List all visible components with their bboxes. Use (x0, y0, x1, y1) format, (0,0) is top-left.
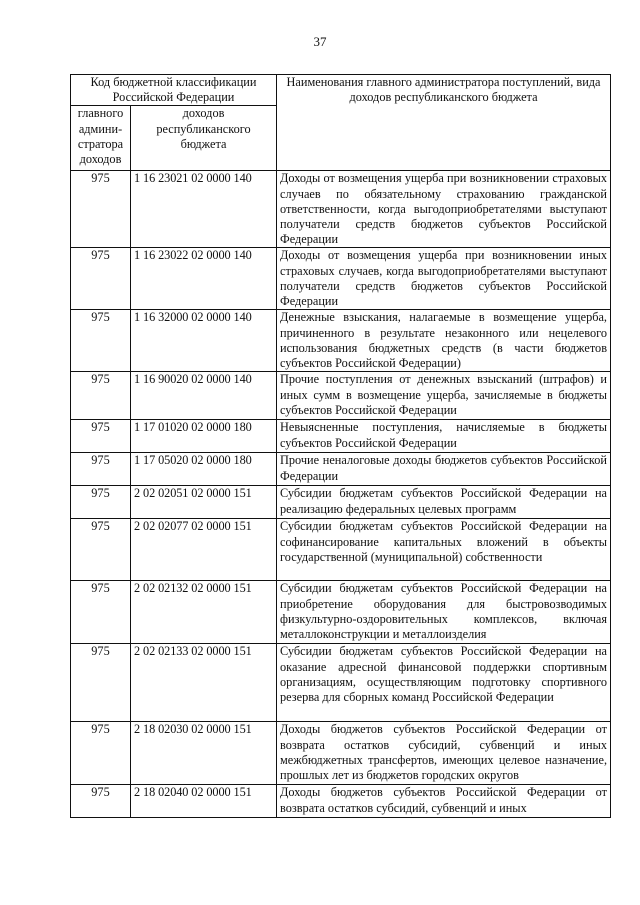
description-cell: Доходы от возмещения ущерба при возникновении иных страховых случаев, когда выгодоприобретателями выступают получатели средств бюджетов субъектов Российской Федерации (277, 248, 611, 310)
table-row (71, 486, 611, 519)
admin-code-cell: 975 (71, 581, 131, 644)
description-cell: Доходы бюджетов субъектов Российской Федерации от возврата остатков субсидий, субвенций и иных (277, 785, 611, 818)
table-row (71, 519, 611, 581)
description-cell: Субсидии бюджетам субъектов Российской Федерации на софинансирование капитальных вложений в объекты государственной (муниципальной) собственности (277, 519, 611, 581)
table-row (71, 644, 611, 722)
income-code-cell: 1 16 23022 02 0000 140 (131, 248, 277, 310)
table-row (71, 420, 611, 453)
admin-code-cell: 975 (71, 372, 131, 420)
admin-code-cell: 975 (71, 644, 131, 722)
page-number: 37 (313, 34, 327, 49)
income-code-cell: 2 02 02077 02 0000 151 (131, 519, 277, 581)
income-code-cell: 1 16 90020 02 0000 140 (131, 372, 277, 420)
income-code-cell: 2 02 02051 02 0000 151 (131, 486, 277, 519)
header-admin-column: главного админи-стратора доходов (71, 106, 131, 171)
description-cell: Субсидии бюджетам субъектов Российской Федерации на приобретение оборудования для быстровозводимых физкультурно-оздоровительных комплексов, включая металлоконструкции и металлоизделия (277, 581, 611, 644)
table-row (71, 785, 611, 818)
table-row (71, 722, 611, 785)
description-cell: Прочие неналоговые доходы бюджетов субъектов Российской Федерации (277, 453, 611, 486)
income-code-cell: 2 18 02040 02 0000 151 (131, 785, 277, 818)
table-row (71, 581, 611, 644)
table-row (71, 310, 611, 372)
table-row (71, 453, 611, 486)
admin-code-cell: 975 (71, 171, 131, 248)
admin-code-cell: 975 (71, 519, 131, 581)
header-income-code-column: доходов республиканского бюджета (131, 106, 277, 171)
description-cell: Невыясненные поступления, начисляемые в бюджеты субъектов Российской Федерации (277, 420, 611, 453)
admin-code-cell: 975 (71, 310, 131, 372)
description-cell: Доходы бюджетов субъектов Российской Федерации от возврата остатков субсидий, субвенций и иных межбюджетных трансфертов, имеющих целевое назначение, прошлых лет из бюджетов городских округов (277, 722, 611, 785)
description-cell: Денежные взыскания, налагаемые в возмещение ущерба, причиненного в результате незаконного или нецелевого использования бюджетных средств (в части бюджетов субъектов Российской Федерации) (277, 310, 611, 372)
admin-code-cell: 975 (71, 785, 131, 818)
admin-code-cell: 975 (71, 248, 131, 310)
admin-code-cell: 975 (71, 420, 131, 453)
description-cell: Субсидии бюджетам субъектов Российской Федерации на реализацию федеральных целевых программ (277, 486, 611, 519)
income-code-cell: 2 02 02132 02 0000 151 (131, 581, 277, 644)
budget-classification-table (70, 74, 611, 818)
table-row (71, 171, 611, 248)
admin-code-cell: 975 (71, 486, 131, 519)
description-cell: Прочие поступления от денежных взысканий (штрафов) и иных сумм в возмещение ущерба, зачисляемые в бюджеты субъектов Российской Федерации (277, 372, 611, 420)
admin-code-cell: 975 (71, 722, 131, 785)
income-code-cell: 1 16 23021 02 0000 140 (131, 171, 277, 248)
income-code-cell: 1 17 05020 02 0000 180 (131, 453, 277, 486)
income-code-cell: 2 02 02133 02 0000 151 (131, 644, 277, 722)
table-row (71, 248, 611, 310)
income-code-cell: 2 18 02030 02 0000 151 (131, 722, 277, 785)
header-name: Наименования главного администратора поступлений, вида доходов республиканского бюджета (277, 75, 611, 171)
admin-code-cell: 975 (71, 453, 131, 486)
income-code-cell: 1 17 01020 02 0000 180 (131, 420, 277, 453)
description-cell: Доходы от возмещения ущерба при возникновении страховых случаев по обязательному страхованию гражданской ответственности, когда выгодоприобретателями выступают получатели средств бюджетов субъектов Российской Федерации (277, 171, 611, 248)
income-code-cell: 1 16 32000 02 0000 140 (131, 310, 277, 372)
header-classification-code: Код бюджетной классификации Российской Федерации (71, 75, 277, 106)
description-cell: Субсидии бюджетам субъектов Российской Федерации на оказание адресной финансовой поддержки спортивным организациям, осуществляющим подготовку спортивного резерва для сборных команд Российской Федерации (277, 644, 611, 722)
table-header-row (71, 75, 611, 106)
table-row (71, 372, 611, 420)
